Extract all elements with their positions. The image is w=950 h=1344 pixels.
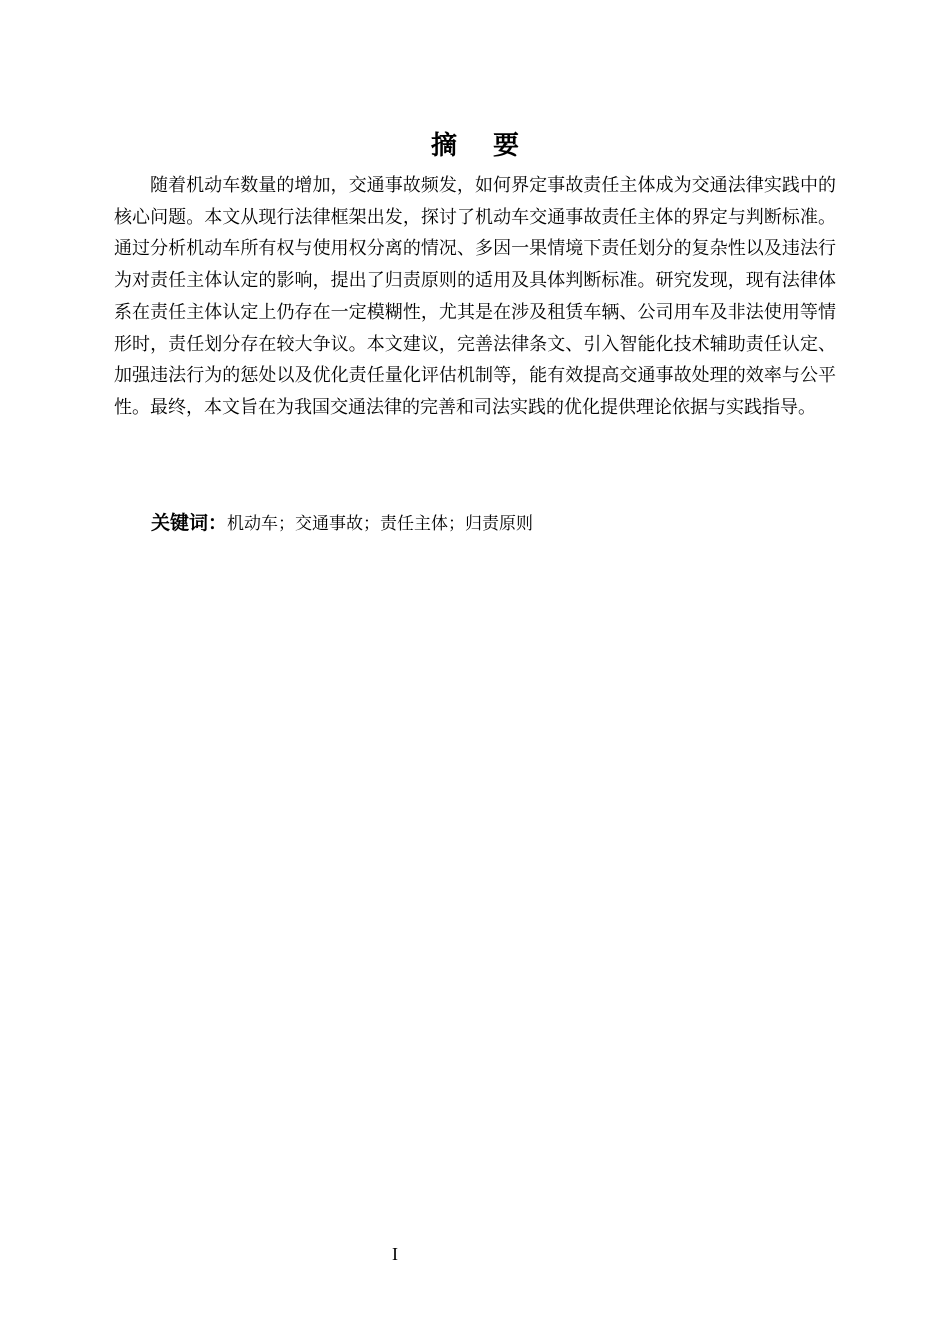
keywords-label: 关键词： — [151, 512, 228, 534]
abstract-paragraph: 随着机动车数量的增加，交通事故频发，如何界定事故责任主体成为交通法律实践中的核心问题。本文从现行法律框架出发，探讨了机动车交通事故责任主体的界定与判断标准。通过分析机动车所有权与使用权分离的情况、多因一果情境下责任划分的复杂性以及违法行为对责任主体认定的影响，提出了归责原则的适用及具体判断标准。研究发现，现有法律体系在责任主体认定上仍存在一定模糊性，尤其是在涉及租赁车辆、公司用车及非法使用等情形时，责任划分存在较大争议。本文建议，完善法律条文、引入智能化技术辅助责任认定、加强违法行为的惩处以及优化责任量化评估机制等，能有效提高交通事故处理的效率与公平性。最终，本文旨在为我国交通法律的完善和司法实践的优化提供理论依据与实践指导。 — [114, 175, 836, 418]
page-number: I — [392, 1244, 398, 1264]
page-title: 摘要 — [430, 131, 555, 161]
keywords-values: 机动车；交通事故；责任主体；归责原则 — [227, 514, 534, 534]
keywords-line — [151, 507, 831, 540]
